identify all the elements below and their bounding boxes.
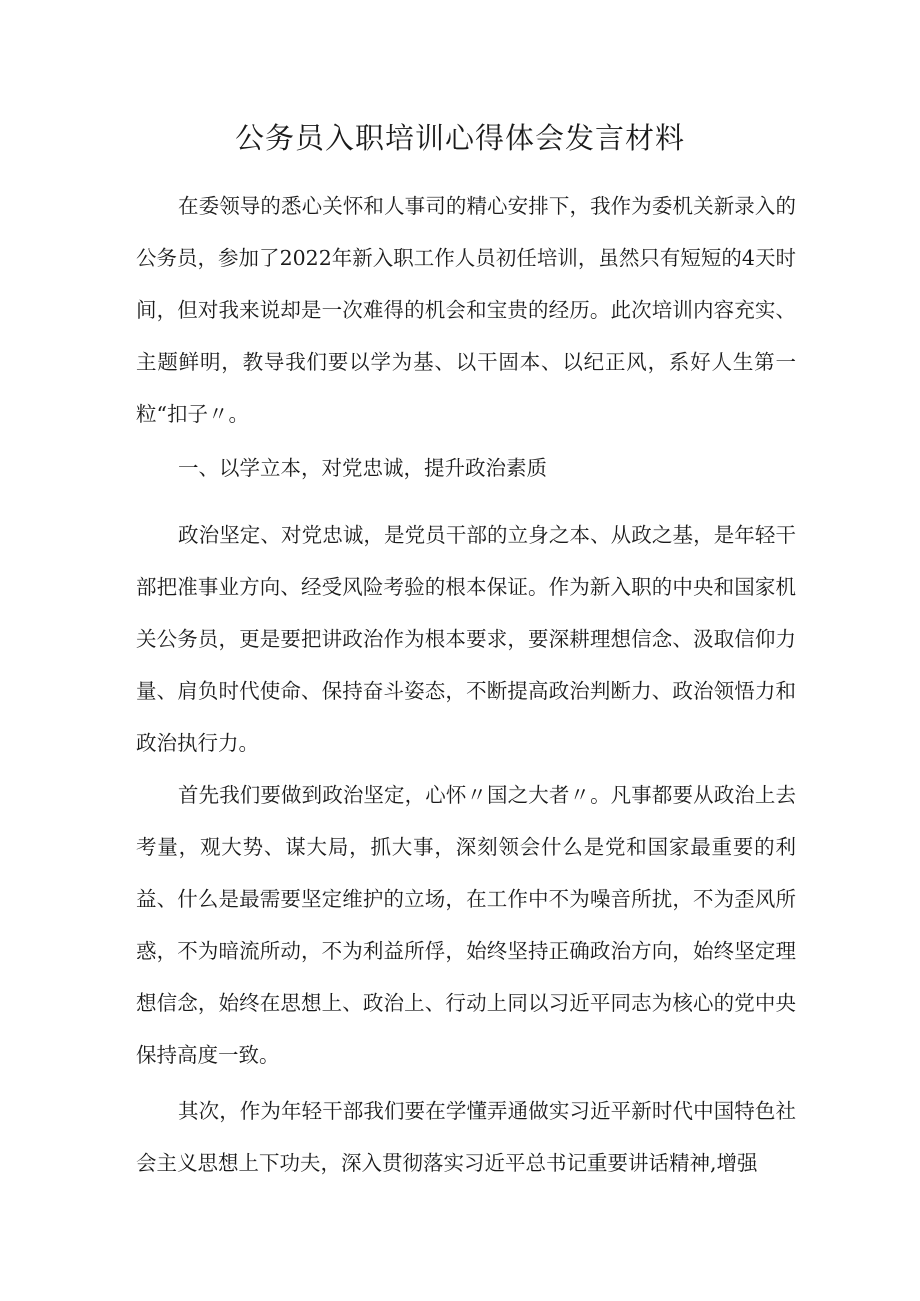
intro-paragraph: 在委领导的悉心关怀和人事司的精心安排下，我作为委机关新录入的公务员，参加了2022年新入职工作人员初任培训，虽然只有短短的4天时间，但对我来说却是一次难得的机会和宝贵的经历。此次培训内容充实、主题鲜明，教导我们要以学为基、以干固本、以纪正风，系好人生第一粒“扣子〃。: [136, 194, 796, 426]
document-title: 公务员入职培训心得体会发言材料: [234, 121, 685, 155]
body-paragraph-first: 首先我们要做到政治坚定，心怀〃国之大者〃。凡事都要从政治上去考量，观大势、谋大局，抓大事，深刻领会什么是党和国家最重要的利益、什么是最需要坚定维护的立场，在工作中不为噪音所扰，不为歪风所惑，不为暗流所动，不为利益所俘，始终坚持正确政治方向，始终坚定理想信念，始终在思想上、政治上、行动上同以习近平同志为核心的党中央保持高度一致。: [136, 783, 796, 1067]
body-paragraph-second: 其次，作为年轻干部我们要在学懂弄通做实习近平新时代中国特色社会主义思想上下功夫，深入贯彻落实习近平总书记重要讲话精神,增强: [136, 1099, 796, 1175]
section-heading-1: 一、以学立本，对党忠诚，提升政治素质: [178, 456, 547, 480]
body-paragraph-political-firmness: 政治坚定、对党忠诚，是党员干部的立身之本、从政之基，是年轻干部把准事业方向、经受风险考验的根本保证。作为新入职的中央和国家机关公务员，更是要把讲政治作为根本要求，要深耕理想信念、汲取信仰力量、肩负时代使命、保持奋斗姿态，不断提高政治判断力、政治领悟力和政治执行力。: [136, 523, 796, 755]
